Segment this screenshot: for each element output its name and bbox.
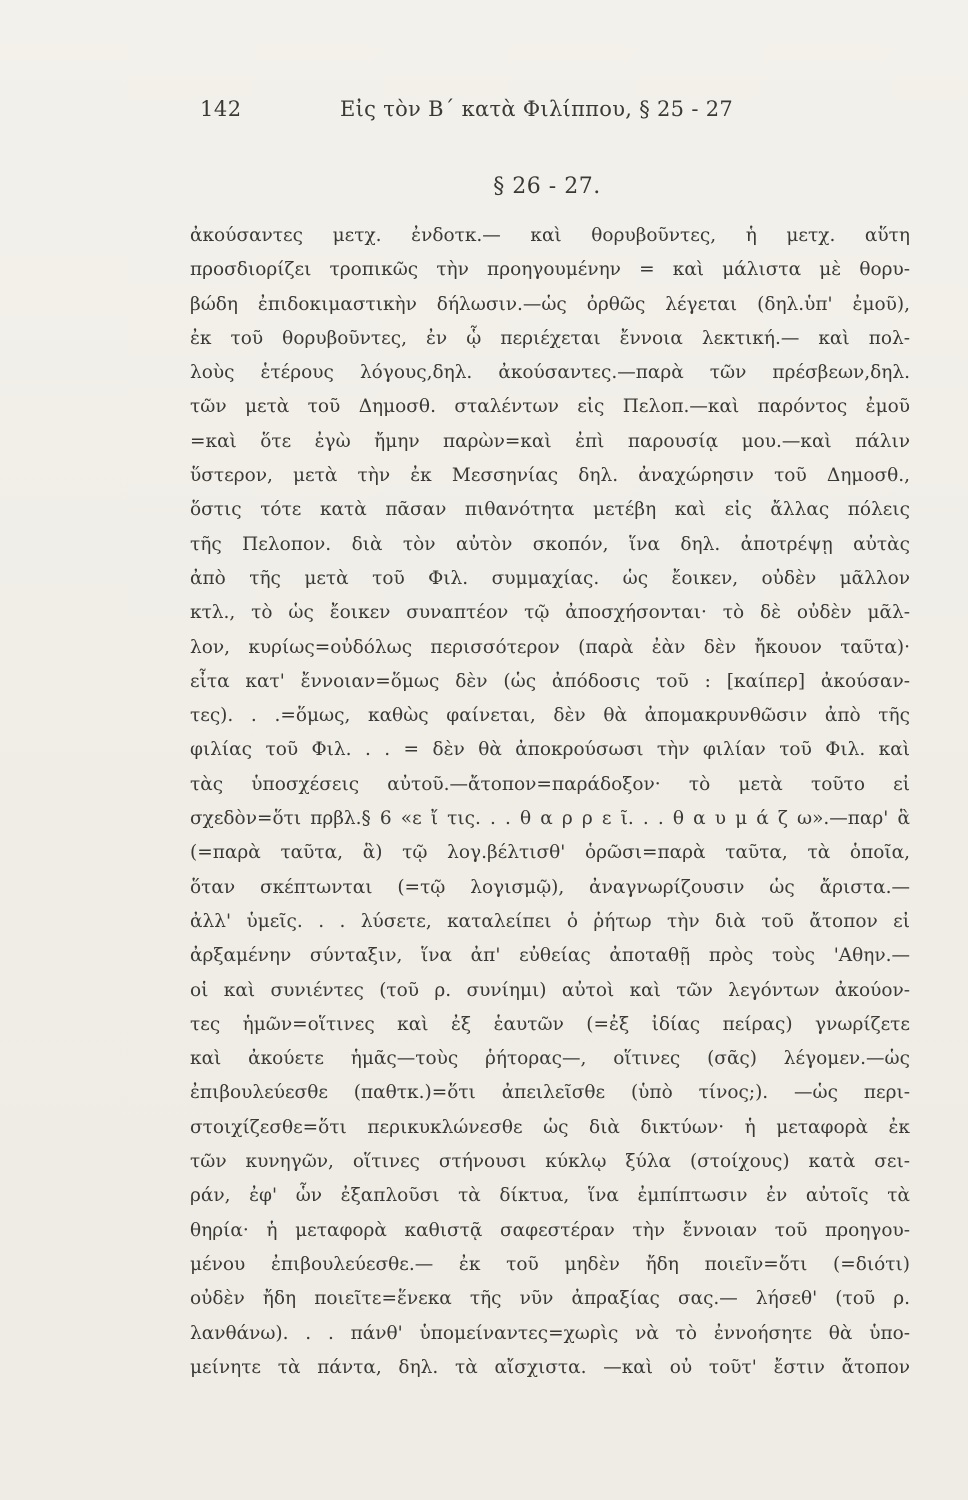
text-line: στοιχίζεσθε=ὅτι περικυκλώνεσθε ὡς διὰ δικτύων· ἡ μεταφορὰ ἐκ xyxy=(190,1116,910,1138)
text-line: (=παρὰ ταῦτα, ἃ) τῷ λογ.βέλτισθ' ὁρῶσι=παρὰ ταῦτα, τὰ ὁποῖα, xyxy=(190,842,910,864)
text-line: ἀλλ' ὑμεῖς. . . λύσετε, καταλείπει ὁ ῥήτωρ τὴν διὰ τοῦ ἄτοπον εἰ xyxy=(190,910,910,932)
text-line: τες ἡμῶν=οἵτινες καὶ ἐξ ἑαυτῶν (=ἐξ ἰδίας πείρας) γνωρίζετε xyxy=(190,1013,910,1035)
text-line: τῶν μετὰ τοῦ Δημοσθ. σταλέντων εἰς Πελοπ.—καὶ παρόντος ἐμοῦ xyxy=(190,396,910,418)
text-line: ἐπιβουλεύεσθε (παθτκ.)=ὅτι ἀπειλεῖσθε (ὑπὸ τίνος;). —ὡς περι- xyxy=(190,1082,910,1104)
text-line: καὶ ἀκούετε ἡμᾶς—τοὺς ῥήτορας—, οἵτινες (σᾶς) λέγομεν.—ὡς xyxy=(190,1048,910,1070)
section-title: § 26 - 27. xyxy=(493,174,601,199)
text-line: ἀκούσαντες μετχ. ἐνδοτκ.— καὶ θορυβοῦντες, ἡ μετχ. αὕτη xyxy=(190,225,910,246)
text-line: =καὶ ὅτε ἐγὼ ἤμην παρὼν=καὶ ἐπὶ παρουσίᾳ μου.—καὶ πάλιν xyxy=(190,430,910,452)
text-line: ράν, ἐφ' ὧν ἐξαπλοῦσι τὰ δίκτυα, ἵνα ἐμπίπτωσιν ἐν αὐτοῖς τὰ xyxy=(190,1185,910,1207)
commentary-text xyxy=(190,219,910,1385)
text-line: σχεδὸν=ὅτι πρβλ.§ 6 «ε ἴ τις. . . θ α ρ ρ ε ῖ. . . θ α υ μ ά ζ ω».—παρ' ἃ xyxy=(190,808,910,830)
text-line: λον, κυρίως=οὐδόλως περισσότερον (παρὰ ἐὰν δὲν ἤκουον ταῦτα)· xyxy=(190,636,910,658)
text-line: βώδη ἐπιδοκιμαστικὴν δήλωσιν.—ὡς ὀρθῶς λέγεται (δηλ.ὑπ' ἐμοῦ), xyxy=(190,293,910,315)
text-line: τῶν κυνηγῶν, οἵτινες στήνουσι κύκλῳ ξύλα (στοίχους) κατὰ σει- xyxy=(190,1151,910,1173)
running-head: Εἰς τὸν Β΄ κατὰ Φιλίππου, § 25 - 27 xyxy=(340,97,734,121)
text-line: ἀπὸ τῆς μετὰ τοῦ Φιλ. συμμαχίας. ὡς ἔοικεν, οὐδὲν μᾶλλον xyxy=(190,567,910,589)
text-line: ὅταν σκέπτωνται (=τῷ λογισμῷ), ἀναγνωρίζουσιν ὡς ἄριστα.— xyxy=(190,876,910,898)
text-line: ὕστερον, μετὰ τὴν ἐκ Μεσσηνίας δηλ. ἀναχώρησιν τοῦ Δημοσθ., xyxy=(190,465,910,487)
text-line: φιλίας τοῦ Φιλ. . . = δὲν θὰ ἀποκρούσωσι τὴν φιλίαν τοῦ Φιλ. καὶ xyxy=(190,739,910,761)
text-line: τὰς ὑποσχέσεις αὐτοῦ.—ἄτοπον=παράδοξον· τὸ μετὰ τοῦτο εἰ xyxy=(190,773,910,795)
text-line: τῆς Πελοπον. διὰ τὸν αὐτὸν σκοπόν, ἵνα δηλ. ἀποτρέψῃ αὐτὰς xyxy=(190,533,910,555)
text-line: λοὺς ἑτέρους λόγους,δηλ. ἀκούσαντες.—παρὰ τῶν πρέσβεων,δηλ. xyxy=(190,362,910,384)
text-line: οἱ καὶ συνιέντες (τοῦ ρ. συνίημι) αὐτοὶ καὶ τῶν λεγόντων ἀκούον- xyxy=(190,979,910,1001)
text-line: ἀρξαμένην σύνταξιν, ἵνα ἀπ' εὐθείας ἀποταθῇ πρὸς τοὺς 'Αθην.— xyxy=(190,945,910,967)
page-number: 142 xyxy=(200,97,242,121)
text-line: ἐκ τοῦ θορυβοῦντες, ἐν ᾧ περιέχεται ἔννοια λεκτική.— καὶ πολ- xyxy=(190,327,910,349)
page-header xyxy=(200,97,768,127)
text-line: θηρία· ἡ μεταφορὰ καθιστᾷ σαφεστέραν τὴν ἔννοιαν τοῦ προηγου- xyxy=(190,1219,910,1241)
text-line: προσδιορίζει τροπικῶς τὴν προηγουμένην = καὶ μάλιστα μὲ θορυ- xyxy=(190,259,910,281)
text-line: μείνητε τὰ πάντα, δηλ. τὰ αἴσχιστα. —καὶ οὐ τοῦτ' ἔστιν ἄτοπον xyxy=(190,1356,910,1378)
text-line: κτλ., τὸ ὡς ἔοικεν συναπτέον τῷ ἀποσχήσονται· τὸ δὲ οὐδὲν μᾶλ- xyxy=(190,602,910,624)
text-line: λανθάνω). . . πάνθ' ὑπομείναντες=χωρὶς νὰ τὸ ἐννοήσητε θὰ ὑπο- xyxy=(190,1322,910,1344)
text-line: μένου ἐπιβουλεύεσθε.— ἐκ τοῦ μηδὲν ἤδη ποιεῖν=ὅτι (=διότι) xyxy=(190,1253,910,1275)
text-line: οὐδὲν ἤδη ποιεῖτε=ἕνεκα τῆς νῦν ἀπραξίας σας.— λήσεθ' (τοῦ ρ. xyxy=(190,1288,910,1310)
text-line: ὅστις τότε κατὰ πᾶσαν πιθανότητα μετέβη καὶ εἰς ἄλλας πόλεις xyxy=(190,499,910,521)
text-line: εἶτα κατ' ἔννοιαν=ὅμως δὲν (ὡς ἀπόδοσις τοῦ : [καίπερ] ἀκούσαν- xyxy=(190,670,910,692)
text-line: τες). . .=ὅμως, καθὼς φαίνεται, δὲν θὰ ἀπομακρυνθῶσιν ἀπὸ τῆς xyxy=(190,705,910,727)
